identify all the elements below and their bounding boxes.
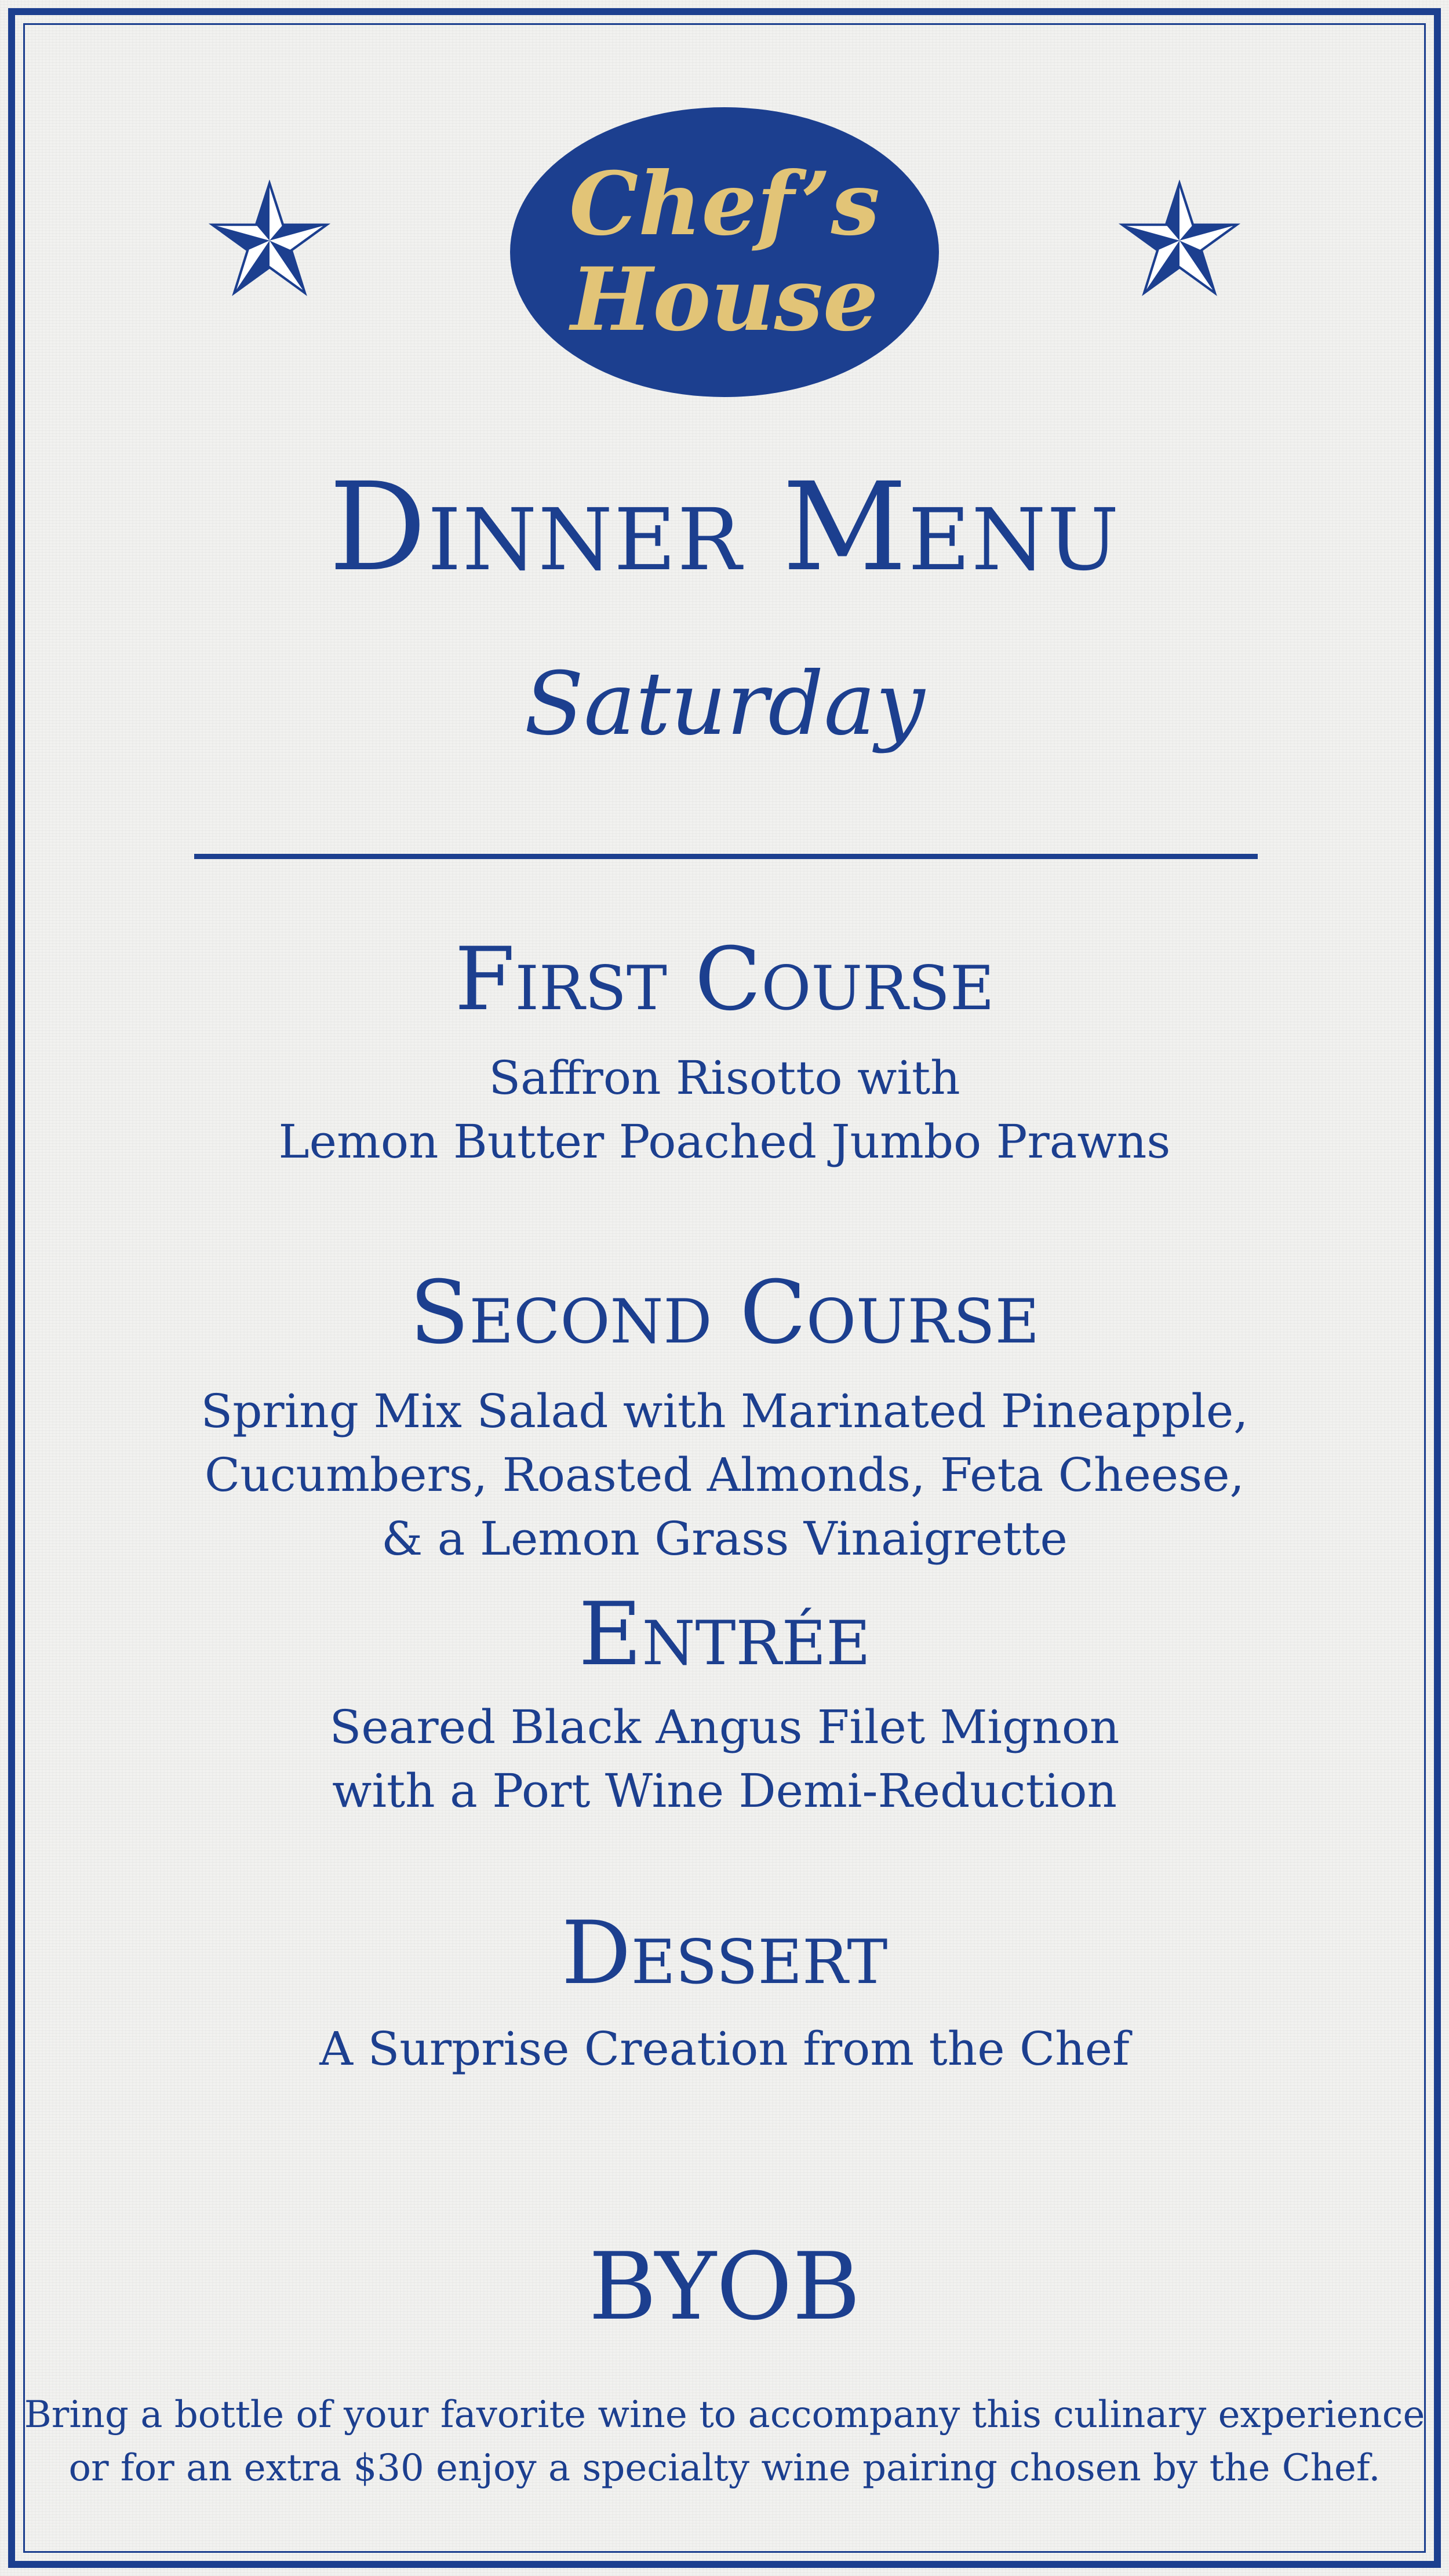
course-line: & a Lemon Grass Vinaigrette — [381, 1512, 1068, 1566]
course-line: Saffron Risotto with — [489, 1051, 960, 1105]
menu-title: Dinner Menu — [329, 456, 1120, 598]
course-line: Cucumbers, Roasted Almonds, Feta Cheese, — [205, 1448, 1244, 1502]
logo-line-2: House — [570, 249, 879, 351]
course-line: Lemon Butter Poached Jumbo Prawns — [278, 1115, 1171, 1169]
course-line: A Surprise Creation from the Chef — [319, 2022, 1130, 2076]
course-desc-first — [0, 1046, 1449, 1174]
course-line: Seared Black Angus Filet Mignon — [329, 1700, 1120, 1754]
star-icon — [1119, 180, 1240, 301]
course-title-first: First Course — [454, 929, 995, 1030]
course-desc-second — [0, 1380, 1449, 1571]
chefs-house-logo — [510, 107, 939, 397]
course-desc-dessert — [0, 2017, 1449, 2081]
course-line: with a Port Wine Demi-Reduction — [332, 1764, 1117, 1818]
menu-day: Saturday — [524, 654, 925, 755]
course-line: Spring Mix Salad with Marinated Pineapple, — [201, 1384, 1248, 1438]
divider — [194, 854, 1258, 859]
wine-note-line-1: Bring a bottle of your favorite wine to accompany this culinary experience — [24, 2393, 1425, 2436]
course-title-entree: Entrée — [578, 1584, 871, 1685]
wine-note-line-2: or for an extra $30 enjoy a specialty wine pairing chosen by the Chef. — [68, 2447, 1381, 2490]
byob-heading: BYOB — [588, 2232, 861, 2341]
wine-note — [0, 2388, 1449, 2495]
course-title-second: Second Course — [409, 1262, 1040, 1363]
logo-line-1: Chef’s — [569, 153, 880, 255]
star-icon — [209, 180, 330, 301]
course-title-dessert: Dessert — [561, 1903, 888, 2004]
course-desc-entree — [0, 1695, 1449, 1823]
